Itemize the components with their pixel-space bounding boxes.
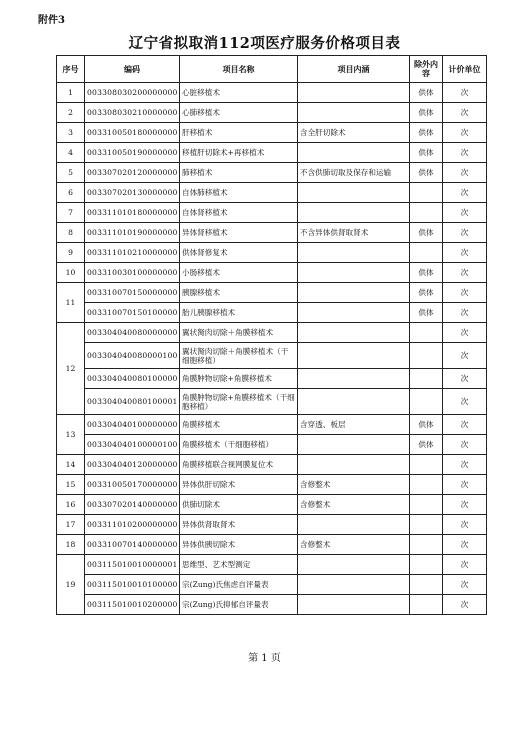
row-name: 角膜肿物切除+角膜移植术 bbox=[180, 369, 298, 389]
row-except: 供体 bbox=[410, 223, 443, 243]
row-no: 18 bbox=[57, 535, 85, 555]
row-note: 不含异体供肾取肾术 bbox=[298, 223, 410, 243]
table-row bbox=[57, 455, 487, 475]
col-header-unit: 计价单位 bbox=[443, 56, 487, 83]
table-row bbox=[57, 475, 487, 495]
row-name: 角膜移植联合视网膜复位术 bbox=[180, 455, 298, 475]
page-number: 第 1 页 bbox=[248, 653, 281, 664]
row-no: 2 bbox=[57, 103, 85, 123]
row-note bbox=[298, 83, 410, 103]
table-row bbox=[57, 243, 487, 263]
row-no: 12 bbox=[57, 323, 85, 415]
row-note bbox=[298, 323, 410, 343]
col-header-name: 项目名称 bbox=[180, 56, 298, 83]
row-note bbox=[298, 555, 410, 575]
row-except bbox=[410, 243, 443, 263]
row-note bbox=[298, 183, 410, 203]
row-code: 003307020120000000 bbox=[85, 163, 180, 183]
row-name: 思维型、艺术型测定 bbox=[180, 555, 298, 575]
row-no: 4 bbox=[57, 143, 85, 163]
row-code: 003311010210000000 bbox=[85, 243, 180, 263]
table-header-row bbox=[57, 56, 487, 83]
row-unit: 次 bbox=[443, 283, 487, 303]
row-code: 003310050190000000 bbox=[85, 143, 180, 163]
row-unit: 次 bbox=[443, 163, 487, 183]
table-row bbox=[57, 415, 487, 435]
row-no: 9 bbox=[57, 243, 85, 263]
row-name: 自体肺移植术 bbox=[180, 183, 298, 203]
row-name: 角膜肿物切除+角膜移植术（干细胞移植） bbox=[180, 389, 298, 415]
row-no: 11 bbox=[57, 283, 85, 323]
row-code: 003310050170000000 bbox=[85, 475, 180, 495]
row-except bbox=[410, 323, 443, 343]
row-except bbox=[410, 389, 443, 415]
row-except bbox=[410, 495, 443, 515]
row-code: 003310070150100000 bbox=[85, 303, 180, 323]
table-row bbox=[57, 535, 487, 555]
table-row bbox=[57, 263, 487, 283]
row-unit: 次 bbox=[443, 203, 487, 223]
row-name: 胰腺移植术 bbox=[180, 283, 298, 303]
row-no: 19 bbox=[57, 555, 85, 615]
row-except: 供体 bbox=[410, 415, 443, 435]
row-code: 003304040080000100 bbox=[85, 343, 180, 369]
row-note bbox=[298, 595, 410, 615]
row-name: 供体肾修复术 bbox=[180, 243, 298, 263]
row-name: 心肺移植术 bbox=[180, 103, 298, 123]
row-no: 7 bbox=[57, 203, 85, 223]
row-unit: 次 bbox=[443, 183, 487, 203]
row-unit: 次 bbox=[443, 83, 487, 103]
row-no: 13 bbox=[57, 415, 85, 455]
row-name: 角膜移植术 bbox=[180, 415, 298, 435]
row-name: 异体供肝切除术 bbox=[180, 475, 298, 495]
row-unit: 次 bbox=[443, 435, 487, 455]
row-except: 供体 bbox=[410, 263, 443, 283]
page-title: 辽宁省拟取消112项医疗服务价格项目表 bbox=[128, 35, 401, 52]
row-no: 16 bbox=[57, 495, 85, 515]
row-no: 15 bbox=[57, 475, 85, 495]
row-code: 003310030100000000 bbox=[85, 263, 180, 283]
row-code: 003115010010100000 bbox=[85, 575, 180, 595]
row-note: 含全肝切除术 bbox=[298, 123, 410, 143]
row-name: 肝移植术 bbox=[180, 123, 298, 143]
row-note: 含修整术 bbox=[298, 495, 410, 515]
row-except bbox=[410, 515, 443, 535]
row-except bbox=[410, 183, 443, 203]
row-except: 供体 bbox=[410, 123, 443, 143]
table-row bbox=[57, 495, 487, 515]
row-note bbox=[298, 263, 410, 283]
row-note bbox=[298, 369, 410, 389]
attachment-label: 附件3 bbox=[38, 15, 65, 26]
row-name: 肺移植术 bbox=[180, 163, 298, 183]
row-note bbox=[298, 575, 410, 595]
table-row bbox=[57, 163, 487, 183]
row-note bbox=[298, 243, 410, 263]
row-note: 含穿透、板层 bbox=[298, 415, 410, 435]
col-header-note: 项目内涵 bbox=[298, 56, 410, 83]
table-row bbox=[57, 435, 487, 455]
row-unit: 次 bbox=[443, 223, 487, 243]
row-code: 003308030200000000 bbox=[85, 83, 180, 103]
row-unit: 次 bbox=[443, 389, 487, 415]
table-row bbox=[57, 555, 487, 575]
row-unit: 次 bbox=[443, 515, 487, 535]
row-code: 003304040100000100 bbox=[85, 435, 180, 455]
row-code: 003304040080100000 bbox=[85, 369, 180, 389]
row-note: 含修整术 bbox=[298, 535, 410, 555]
table-row bbox=[57, 103, 487, 123]
table-row bbox=[57, 323, 487, 343]
row-except: 供体 bbox=[410, 283, 443, 303]
price-item-table bbox=[56, 55, 487, 615]
row-code: 003310070150000000 bbox=[85, 283, 180, 303]
row-except bbox=[410, 203, 443, 223]
table-row bbox=[57, 123, 487, 143]
row-unit: 次 bbox=[443, 103, 487, 123]
row-no: 5 bbox=[57, 163, 85, 183]
row-name: 宗(Zung)氏焦虑自评量表 bbox=[180, 575, 298, 595]
row-note bbox=[298, 435, 410, 455]
row-except bbox=[410, 595, 443, 615]
col-header-except: 除外内容 bbox=[410, 56, 443, 83]
table-row bbox=[57, 595, 487, 615]
row-unit: 次 bbox=[443, 123, 487, 143]
row-name: 异体供胰切除术 bbox=[180, 535, 298, 555]
row-except: 供体 bbox=[410, 103, 443, 123]
row-unit: 次 bbox=[443, 303, 487, 323]
row-note: 含修整术 bbox=[298, 475, 410, 495]
row-name: 宗(Zung)氏抑郁自评量表 bbox=[180, 595, 298, 615]
row-note bbox=[298, 203, 410, 223]
row-note bbox=[298, 283, 410, 303]
row-except bbox=[410, 455, 443, 475]
row-name: 自体肾移植术 bbox=[180, 203, 298, 223]
table-row bbox=[57, 183, 487, 203]
row-except: 供体 bbox=[410, 163, 443, 183]
row-unit: 次 bbox=[443, 555, 487, 575]
row-no: 17 bbox=[57, 515, 85, 535]
row-except: 供体 bbox=[410, 303, 443, 323]
row-no: 14 bbox=[57, 455, 85, 475]
table-row bbox=[57, 143, 487, 163]
row-name: 翼状胬肉切除＋角膜移植术（干细胞移植） bbox=[180, 343, 298, 369]
row-name: 异体供肾取肾术 bbox=[180, 515, 298, 535]
row-note bbox=[298, 103, 410, 123]
table-row bbox=[57, 515, 487, 535]
row-unit: 次 bbox=[443, 475, 487, 495]
row-note bbox=[298, 455, 410, 475]
row-except bbox=[410, 475, 443, 495]
row-code: 003304040080000000 bbox=[85, 323, 180, 343]
row-unit: 次 bbox=[443, 323, 487, 343]
row-note: 不含供肺切取及保存和运输 bbox=[298, 163, 410, 183]
row-code: 003304040080100001 bbox=[85, 389, 180, 415]
row-name: 翼状胬肉切除＋角膜移植术 bbox=[180, 323, 298, 343]
row-name: 异体肾移植术 bbox=[180, 223, 298, 243]
row-code: 003310050180000000 bbox=[85, 123, 180, 143]
row-no: 1 bbox=[57, 83, 85, 103]
row-unit: 次 bbox=[443, 595, 487, 615]
row-code: 003308030210000000 bbox=[85, 103, 180, 123]
row-except bbox=[410, 555, 443, 575]
row-unit: 次 bbox=[443, 535, 487, 555]
table-row bbox=[57, 389, 487, 415]
row-code: 003115010010000001 bbox=[85, 555, 180, 575]
table-row bbox=[57, 283, 487, 303]
row-name: 角膜移植术（干细胞移植） bbox=[180, 435, 298, 455]
table-row bbox=[57, 83, 487, 103]
row-except: 供体 bbox=[410, 83, 443, 103]
row-except bbox=[410, 535, 443, 555]
row-except bbox=[410, 369, 443, 389]
row-unit: 次 bbox=[443, 263, 487, 283]
row-code: 003304040100000000 bbox=[85, 415, 180, 435]
row-unit: 次 bbox=[443, 495, 487, 515]
row-unit: 次 bbox=[443, 243, 487, 263]
table-row bbox=[57, 369, 487, 389]
row-unit: 次 bbox=[443, 455, 487, 475]
row-note bbox=[298, 343, 410, 369]
row-unit: 次 bbox=[443, 143, 487, 163]
row-unit: 次 bbox=[443, 415, 487, 435]
table-row bbox=[57, 343, 487, 369]
row-code: 003307020130000000 bbox=[85, 183, 180, 203]
row-code: 003307020140000000 bbox=[85, 495, 180, 515]
row-no: 8 bbox=[57, 223, 85, 243]
row-unit: 次 bbox=[443, 343, 487, 369]
row-no: 3 bbox=[57, 123, 85, 143]
row-no: 6 bbox=[57, 183, 85, 203]
row-code: 003311010190000000 bbox=[85, 223, 180, 243]
row-name: 供肺切除术 bbox=[180, 495, 298, 515]
col-header-code: 编码 bbox=[85, 56, 180, 83]
row-note bbox=[298, 143, 410, 163]
row-name: 小肠移植术 bbox=[180, 263, 298, 283]
row-no: 10 bbox=[57, 263, 85, 283]
row-name: 移植肝切除术+再移植术 bbox=[180, 143, 298, 163]
table-row bbox=[57, 575, 487, 595]
row-unit: 次 bbox=[443, 369, 487, 389]
row-note bbox=[298, 303, 410, 323]
row-code: 003304040120000000 bbox=[85, 455, 180, 475]
row-except: 供体 bbox=[410, 435, 443, 455]
row-code: 003311010200000000 bbox=[85, 515, 180, 535]
row-except: 供体 bbox=[410, 143, 443, 163]
row-except bbox=[410, 343, 443, 369]
table-row bbox=[57, 303, 487, 323]
row-name: 心脏移植术 bbox=[180, 83, 298, 103]
table-row bbox=[57, 203, 487, 223]
row-code: 003311010180000000 bbox=[85, 203, 180, 223]
row-unit: 次 bbox=[443, 575, 487, 595]
table-row bbox=[57, 223, 487, 243]
col-header-no: 序号 bbox=[57, 56, 85, 83]
row-note bbox=[298, 389, 410, 415]
row-name: 胎儿胰腺移植术 bbox=[180, 303, 298, 323]
row-note bbox=[298, 515, 410, 535]
row-code: 003310070140000000 bbox=[85, 535, 180, 555]
row-code: 003115010010200000 bbox=[85, 595, 180, 615]
row-except bbox=[410, 575, 443, 595]
